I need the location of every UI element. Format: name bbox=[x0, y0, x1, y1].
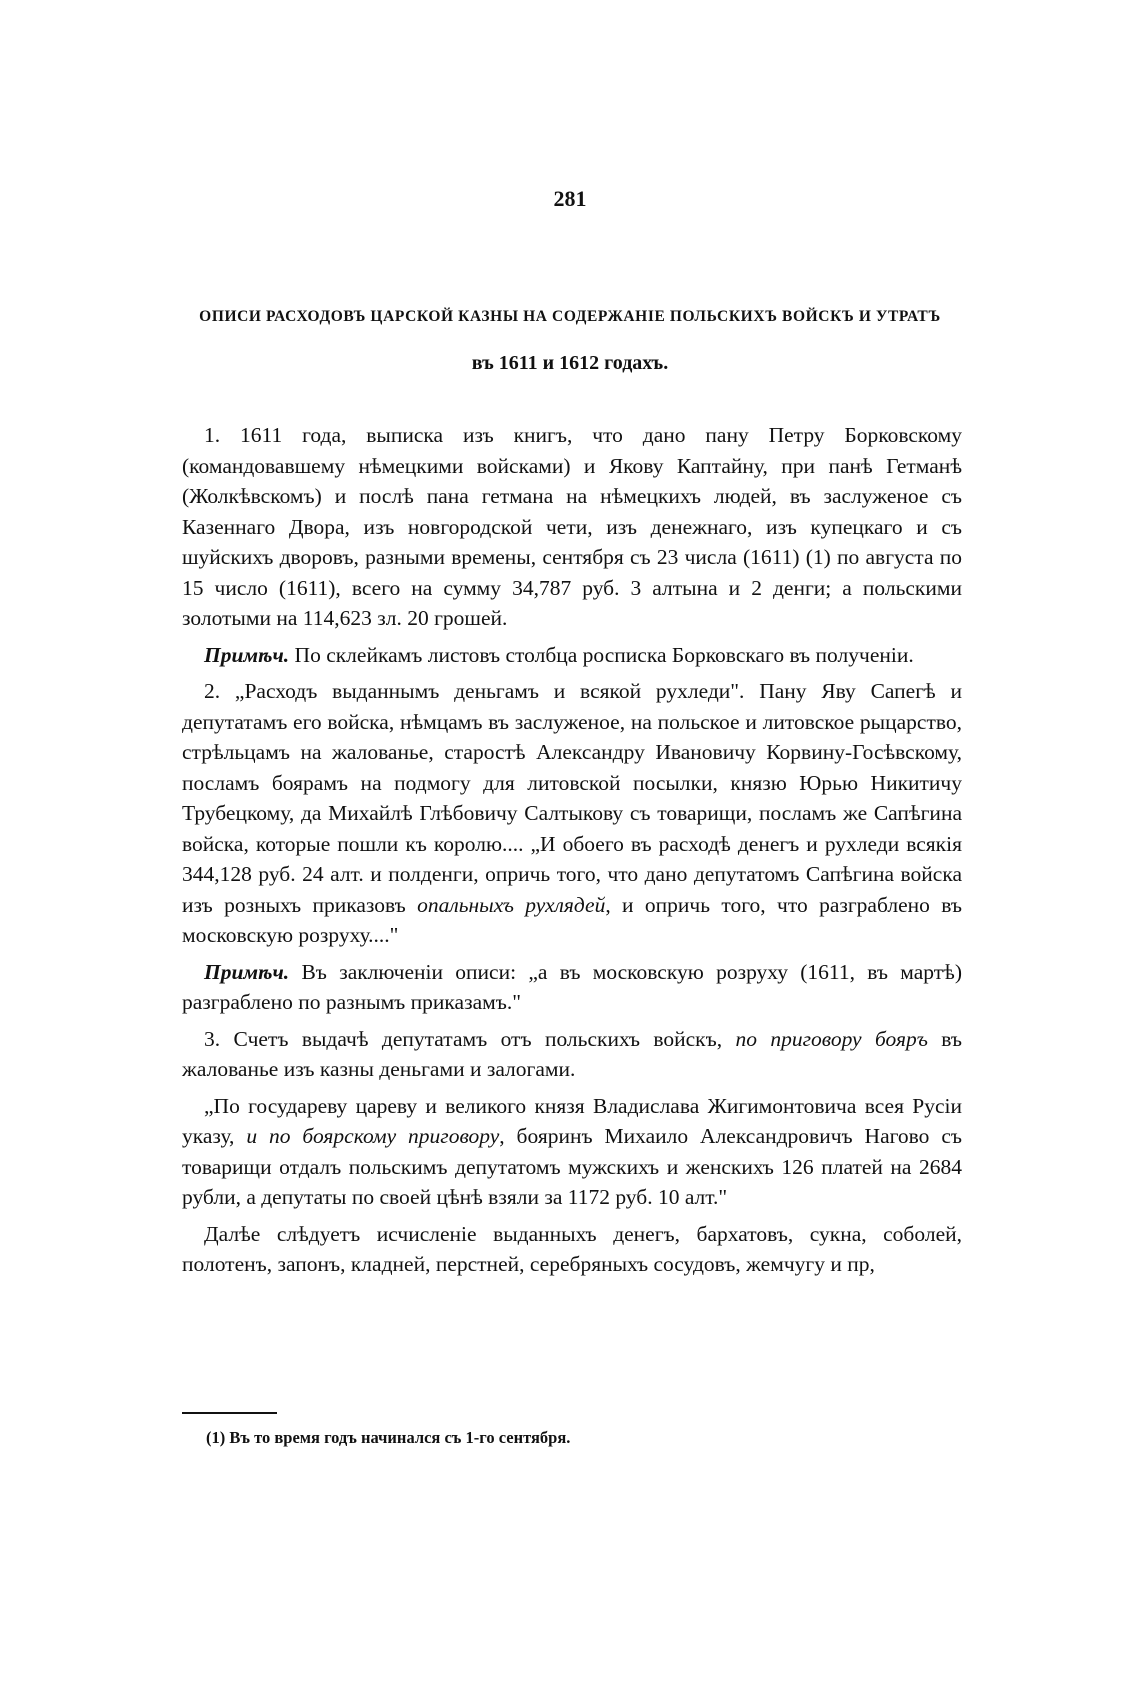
note-2-text: Въ заключеніи описи: „а въ московскую розруху (1611, въ мартѣ) разграблено по разнымъ приказамъ." bbox=[182, 959, 962, 1014]
note-2 bbox=[182, 957, 962, 1018]
paragraph-2 bbox=[182, 676, 962, 951]
paragraph-3-italic: по приговору бояръ bbox=[735, 1026, 928, 1051]
paragraph-2-text-b: , и опричь того, что разграблено въ московскую розруху...." bbox=[182, 892, 962, 947]
document-title: ОПИСИ РАСХОДОВЪ ЦАРСКОЙ КАЗНЫ НА СОДЕРЖАНІЕ ПОЛЬСКИХЪ ВОЙСКЪ И УТРАТЪ bbox=[199, 308, 941, 325]
document-subtitle: въ 1611 и 1612 годахъ. bbox=[471, 352, 669, 374]
note-1 bbox=[182, 640, 962, 671]
paragraph-1-text: 1. 1611 года, выписка изъ книгъ, что дано пану Петру Борковскому (командовавшему нѣмецкими войсками) и Якову Каптайну, при панѣ Гетманѣ (Жолкѣвскомъ) и послѣ пана гетмана на нѣмецкихъ людей, въ заслуженое съ Казеннаго Двора, изъ новгородской чети, изъ денежнаго, изъ купецкаго и съ шуйскихъ дворовъ, разными времены, сентября съ 23 числа (1611) (1) по августа по 15 число (1611), всего на сумму 34,787 руб. 3 алтына и 2 денги; а польскими золотыми на 114,623 зл. 20 грошей. bbox=[182, 423, 962, 630]
paragraph-3 bbox=[182, 1024, 962, 1085]
footnote: (1) Въ то время годъ начинался съ 1-го сентября. bbox=[206, 1428, 571, 1447]
paragraph-3-text-b: въ жалованье изъ казны деньгами и залогами. bbox=[182, 1026, 962, 1081]
paragraph-5-text: Далѣе слѣдуетъ исчисленіе выданныхъ денегъ, бархатовъ, сукна, соболей, полотенъ, запонъ, кладней, перстней, серебряныхъ сосудовъ, жемчугу и пр, bbox=[182, 1221, 962, 1276]
paragraph-2-text-a: 2. „Расходъ выданнымъ деньгамъ и всякой рухледи". Пану Яву Сапегѣ и депутатамъ его войска, нѣмцамъ въ заслуженое, на польское и литовское рыцарство, стрѣльцамъ на жалованье, старостѣ Александру Ивановичу Корвину-Госѣвскому, посламъ боярамъ на подмогу для литовской посылки, князю Юрью Никитичу Трубецкому, да Михайлѣ Глѣбовичу Салтыкову съ товарищи, посламъ же Сапѣгина войска, которые пошли къ королю.... „И обоего въ расходѣ денегъ и рухледи всякія 344,128 руб. 24 алт. и полденги, опричь того, что дано депутатомъ Сапѣгина войска изъ розныхъ приказовъ bbox=[182, 679, 962, 917]
note-2-lead: Примѣч. bbox=[204, 959, 290, 984]
page-number: 281 bbox=[553, 186, 587, 211]
paragraph-3-text-a: 3. Счетъ выдачѣ депутатамъ отъ польскихъ войскъ, bbox=[204, 1026, 736, 1051]
note-1-text: По склейкамъ листовъ столбца росписка Борковскаго въ полученіи. bbox=[289, 642, 914, 667]
paragraph-2-italic: опальныхъ рухлядей bbox=[417, 892, 606, 917]
footnote-divider bbox=[182, 1412, 277, 1414]
document-body bbox=[182, 420, 962, 1286]
paragraph-5 bbox=[182, 1219, 962, 1280]
paragraph-4-text-a: „По государеву цареву и великого князя Владислава Жигимонтовича всея Русіи указу, bbox=[182, 1093, 962, 1148]
paragraph-4-italic: и по боярскому приговору bbox=[246, 1124, 500, 1148]
paragraph-1 bbox=[182, 420, 962, 634]
note-1-lead: Примѣч. bbox=[204, 642, 290, 667]
paragraph-4-text-b: , бояринъ Михаило Александровичъ Нагово съ товарищи отдалъ польскимъ депутатомъ мужскихъ и женскихъ 126 платей на 2684 рубли, а депутаты по своей цѣнѣ взяли за 1172 руб. 10 алт." bbox=[182, 1124, 962, 1209]
paragraph-4 bbox=[182, 1091, 962, 1213]
